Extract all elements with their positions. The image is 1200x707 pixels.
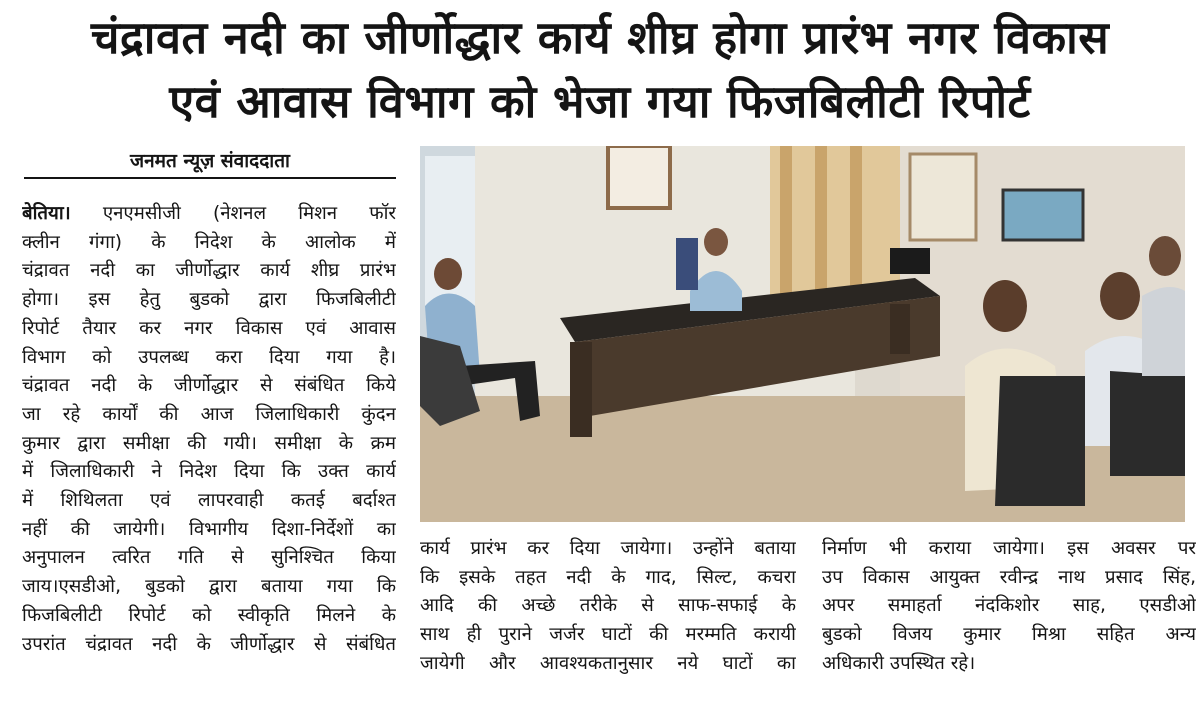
article-line: क्लीन गंगा) के निदेश के आलोक में (22, 231, 396, 253)
dateline: बेतिया। (22, 203, 71, 224)
article-line: रिपोर्ट तैयार कर नगर विकास एवं आवास (22, 317, 396, 339)
article-text: एनएमसीजी (नेशनल मिशन फॉर (70, 203, 396, 224)
article-line: आदि की अच्छे तरीके से साफ-सफाई के (420, 595, 796, 617)
article-line: विभाग को उपलब्ध करा दिया गया है। (22, 346, 396, 368)
article-line: चंद्रावत नदी के जीर्णोद्धार से संबंधित किये (22, 375, 396, 397)
article-line (22, 200, 396, 229)
article-line: कुमार द्वारा समीक्षा की गयी। समीक्षा के क्रम (22, 432, 396, 454)
article-line: फिजबिलीटी रिपोर्ट को स्वीकृति मिलने के (22, 604, 396, 626)
article-line: अनुपालन त्वरित गति से सुनिश्चित किया (22, 547, 396, 569)
article-line: अधिकारी उपस्थित रहे। (822, 652, 976, 674)
meeting-photo (420, 146, 1185, 522)
article-line: निर्माण भी कराया जायेगा। इस अवसर पर (822, 538, 1196, 559)
headline (0, 6, 1200, 134)
article-column-1 (22, 200, 396, 659)
article-line: जायेगी और आवश्यकतानुसार नये घाटों का (420, 652, 796, 674)
article-line: नहीं की जायेगी। विभागीय दिशा-निर्देशों का (22, 518, 396, 540)
meeting-room-image (420, 146, 1185, 522)
headline-line-1: चंद्रावत नदी का जीर्णोद्धार कार्य शीघ्र होगा प्रारंभ नगर विकास (90, 11, 1110, 64)
article-line: उपरांत चंद्रावत नदी के जीर्णोद्धार से संबंधित (22, 633, 396, 655)
article-line: जाय।एसडीओ, बुडको द्वारा बताया गया कि (22, 576, 396, 598)
article-line: अपर समाहर्ता नंदकिशोर साह, एसडीओ (822, 595, 1196, 617)
article-column-3 (822, 535, 1196, 679)
article-line: कि इसके तहत नदी के गाद, सिल्ट, कचरा (420, 566, 796, 588)
article-column-2 (420, 535, 796, 679)
article-line: उप विकास आयुक्त रवीन्द्र नाथ प्रसाद सिंह, (822, 566, 1196, 588)
headline-line-2: एवं आवास विभाग को भेजा गया फिजबिलीटी रिपोर्ट (169, 75, 1031, 128)
article-line: कार्य प्रारंभ कर दिया जायेगा। उन्होंने बताया (420, 538, 796, 559)
article-line: होगा। इस हेतु बुडको द्वारा फिजबिलीटी (22, 289, 396, 311)
article-line: चंद्रावत नदी का जीर्णोद्धार कार्य शीघ्र प्रारंभ (22, 260, 396, 282)
article-line: में जिलाधिकारी ने निदेश दिया कि उक्त कार्य (22, 461, 396, 483)
article-line: जा रहे कार्यों की आज जिलाधिकारी कुंदन (22, 403, 396, 425)
article-line: बुडको विजय कुमार मिश्रा सहित अन्य (822, 624, 1196, 646)
article-line: साथ ही पुराने जर्जर घाटों की मरम्मति करायी (420, 624, 796, 646)
byline: जनमत न्यूज़ संवाददाता (24, 146, 396, 179)
article-line: में शिथिलता एवं लापरवाही कतई बर्दाश्त (22, 490, 396, 512)
